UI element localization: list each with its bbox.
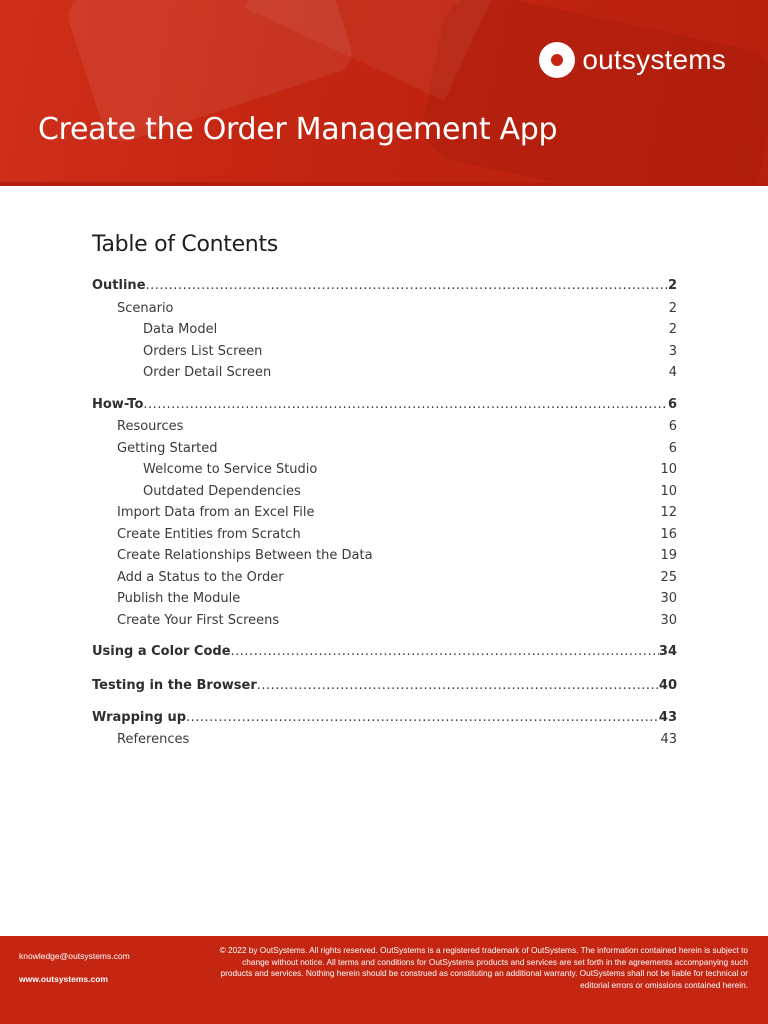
- toc-entry[interactable]: [92, 300, 677, 317]
- footer: [0, 936, 768, 1024]
- document-title: Create the Order Management App: [38, 112, 558, 147]
- toc-entry[interactable]: [92, 643, 677, 660]
- toc-entry[interactable]: [92, 396, 677, 413]
- toc-entry[interactable]: [92, 277, 677, 294]
- toc-entry-page: 4: [668, 365, 677, 380]
- toc-entry-page: 12: [660, 505, 677, 520]
- toc-entry-label: Create Relationships Between the Data: [117, 548, 373, 563]
- toc-entry-page: 16: [660, 527, 677, 542]
- toc-entry[interactable]: [92, 731, 677, 748]
- toc-entry[interactable]: [92, 504, 677, 521]
- toc-entry-page: 6: [668, 441, 677, 456]
- toc-entry-label: How-To: [92, 397, 144, 412]
- toc-entry[interactable]: [92, 483, 677, 500]
- toc-entry-page: 2: [668, 301, 677, 316]
- toc-entry-label: Outdated Dependencies: [143, 484, 301, 499]
- toc-entry-page: 34: [658, 644, 677, 659]
- outsystems-logo-icon: [539, 42, 575, 78]
- toc-entry-label: Resources: [117, 419, 184, 434]
- toc-entry[interactable]: [92, 590, 677, 607]
- toc-entry-label: Import Data from an Excel File: [117, 505, 315, 520]
- toc-entry-page: 6: [668, 419, 677, 434]
- toc-entry-label: Testing in the Browser: [92, 678, 257, 693]
- toc-entry-label: Create Your First Screens: [117, 613, 280, 628]
- toc-entry[interactable]: [92, 569, 677, 586]
- toc-entry[interactable]: [92, 526, 677, 543]
- toc-entry-page: 2: [668, 322, 677, 337]
- toc-entry[interactable]: [92, 418, 677, 435]
- toc-entry-label: Order Detail Screen: [143, 365, 272, 380]
- table-of-contents: [92, 232, 677, 747]
- toc-entry-page: 10: [660, 462, 677, 477]
- toc-entry-label: Create Entities from Scratch: [117, 527, 301, 542]
- toc-entry-page: 10: [660, 484, 677, 499]
- toc-entry-page: 43: [658, 710, 677, 725]
- toc-entry-label: Welcome to Service Studio: [143, 462, 318, 477]
- toc-entry[interactable]: [92, 677, 677, 694]
- toc-entry[interactable]: [92, 547, 677, 564]
- toc-entry-page: 30: [660, 613, 677, 628]
- toc-entry-page: 43: [660, 732, 677, 747]
- toc-entry[interactable]: [92, 364, 677, 381]
- brand-logo: [539, 42, 726, 78]
- toc-entry-page: 19: [660, 548, 677, 563]
- toc-dot-leader: [257, 677, 659, 694]
- toc-entry[interactable]: [92, 343, 677, 360]
- toc-entry-label: Publish the Module: [117, 591, 241, 606]
- toc-entry-label: References: [117, 732, 190, 747]
- toc-entry[interactable]: [92, 440, 677, 457]
- footer-legal-text: © 2022 by OutSystems. All rights reserved. OutSystems is a registered trademark of OutSystems. The information contained herein is subject to change without notice. All terms and conditions for OutSystems products and services are set forth in the agreements accompanying such products and services. Nothing herein should be construed as constituting an additional warranty. OutSystems shall not be liable for technical or editorial errors or omissions contained herein.: [219, 945, 748, 991]
- toc-entry-label: Orders List Screen: [143, 344, 263, 359]
- toc-entry-label: Data Model: [143, 322, 218, 337]
- toc-entry-label: Using a Color Code: [92, 644, 231, 659]
- toc-entry-label: Outline: [92, 278, 146, 293]
- toc-entry[interactable]: [92, 461, 677, 478]
- toc-entry-page: 40: [658, 678, 677, 693]
- toc-entry[interactable]: [92, 321, 677, 338]
- header-banner: [0, 0, 768, 186]
- toc-entry-page: 30: [660, 591, 677, 606]
- toc-entry[interactable]: [92, 709, 677, 726]
- toc-entry-page: 2: [667, 278, 677, 293]
- toc-entry-label: Getting Started: [117, 441, 218, 456]
- toc-entry-page: 3: [668, 344, 677, 359]
- footer-contact: [19, 945, 130, 991]
- toc-entry-label: Scenario: [117, 301, 174, 316]
- toc-dot-leader: [231, 643, 659, 660]
- toc-entry-label: Wrapping up: [92, 710, 187, 725]
- toc-dot-leader: [146, 277, 668, 294]
- brand-name: outsystems: [582, 44, 726, 75]
- footer-website-link[interactable]: www.outsystems.com: [19, 974, 108, 984]
- toc-heading: Table of Contents: [92, 232, 278, 257]
- footer-email-link[interactable]: knowledge@outsystems.com: [19, 951, 130, 961]
- toc-dot-leader: [143, 396, 668, 413]
- banner-bottom-edge: [0, 182, 768, 186]
- toc-entry[interactable]: [92, 612, 677, 629]
- toc-entry-page: 6: [667, 397, 677, 412]
- toc-entry-label: Add a Status to the Order: [117, 570, 284, 585]
- toc-dot-leader: [186, 709, 659, 726]
- toc-entry-page: 25: [660, 570, 677, 585]
